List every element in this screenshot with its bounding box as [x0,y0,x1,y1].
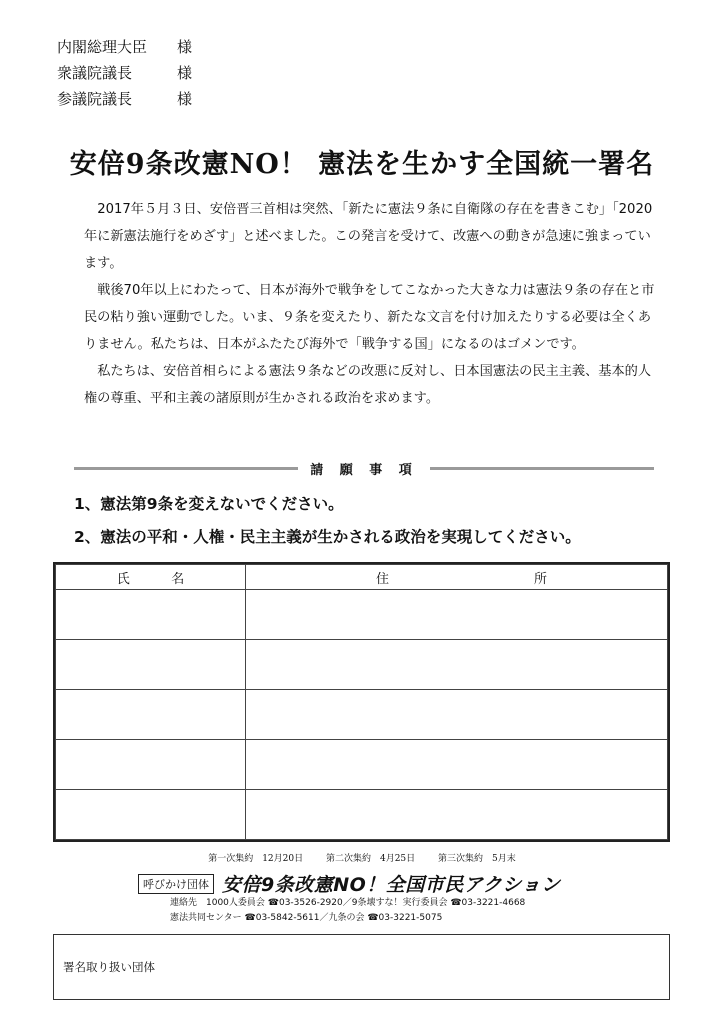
signature-table [53,562,670,842]
divider-line-left [74,467,298,470]
addressee-prime-minister [57,34,192,60]
round-3: 第三次集約 5月末 [438,854,516,864]
addressee-upper-house [57,86,192,112]
name-cell[interactable] [56,640,246,690]
round-1: 第一次集約 12月20日 [208,854,304,864]
handling-organization-label: 署名取り扱い団体 [63,960,155,974]
organizer-tag: 呼びかけ団体 [138,874,214,894]
header-char: 住 [376,571,390,587]
contact-info [170,896,525,926]
name-cell[interactable] [56,690,246,740]
header-char: 氏 [116,571,130,587]
table-row [56,590,668,640]
round-2: 第二次集約 4月25日 [325,854,416,864]
petition-body [84,196,658,412]
addressee-honorific: 様 [177,90,193,108]
paragraph-1: 2017年５月３日、安倍晋三首相は突然、「新たに憲法９条に自衛隊の存在を書きこむ」「2020年に新憲法施行をめざす」と述べました。この発言を受けて、改憲への動きが急速に強まっています。 [84,202,653,271]
demand-list [74,488,581,554]
addressee-list [57,34,192,112]
section-label: 請 願 事 項 [310,462,418,478]
address-cell[interactable] [246,740,668,790]
name-column-header [56,565,246,590]
header-char: 所 [533,571,547,587]
paragraph-3: 私たちは、安倍首相らによる憲法９条などの改悪に反対し、日本国憲法の民主主義、基本的人権の尊重、平和主義の諸原則が生かされる政治を求めます。 [84,364,652,406]
section-divider [74,458,654,478]
table-header [56,565,668,590]
address-cell[interactable] [246,790,668,840]
divider-line-right [430,467,654,470]
table-row [56,640,668,690]
demand-item-2: 2、憲法の平和・人権・民主主義が生かされる政治を実現してください。 [74,528,581,546]
page-title: 安倍9条改憲NO！ 憲法を生かす全国統一署名 [69,149,655,180]
addressee-title: 参議院議長 [57,90,133,108]
table-row [56,690,668,740]
organizer-name: 安倍9条改憲NO！全国市民アクション [222,874,561,896]
table-row [56,740,668,790]
addressee-title: 衆議院議長 [57,64,133,82]
collection-rounds [0,851,724,864]
contact-line-1: 連絡先 1000人委員会 ☎03-3526-2920／9条壊すな！実行委員会 ☎03-3221-4668 [170,898,526,908]
address-cell[interactable] [246,590,668,640]
name-cell[interactable] [56,740,246,790]
handling-organization-box[interactable] [53,934,670,1000]
addressee-honorific: 様 [177,64,193,82]
address-column-header [246,565,668,590]
header-char: 名 [171,571,185,587]
contact-line-2: 憲法共同センター ☎03-5842-5611／九条の会 ☎03-3221-5075 [170,913,443,923]
addressee-honorific: 様 [177,38,193,56]
addressee-title: 内閣総理大臣 [57,38,148,56]
paragraph-2: 戦後70年以上にわたって、日本が海外で戦争をしてこなかった大きな力は憲法９条の存在と市民の粘り強い運動でした。いま、９条を変えたり、新たな文言を付け加えたりする必要は全くありません。私たちは、日本がふたたび海外で「戦争する国」になるのはゴメンです。 [84,283,655,352]
demand-item-1: 1、憲法第9条を変えないでください。 [74,495,344,513]
name-cell[interactable] [56,590,246,640]
address-cell[interactable] [246,690,668,740]
organizer [138,870,560,897]
table-row [56,790,668,840]
addressee-lower-house [57,60,192,86]
name-cell[interactable] [56,790,246,840]
address-cell[interactable] [246,640,668,690]
